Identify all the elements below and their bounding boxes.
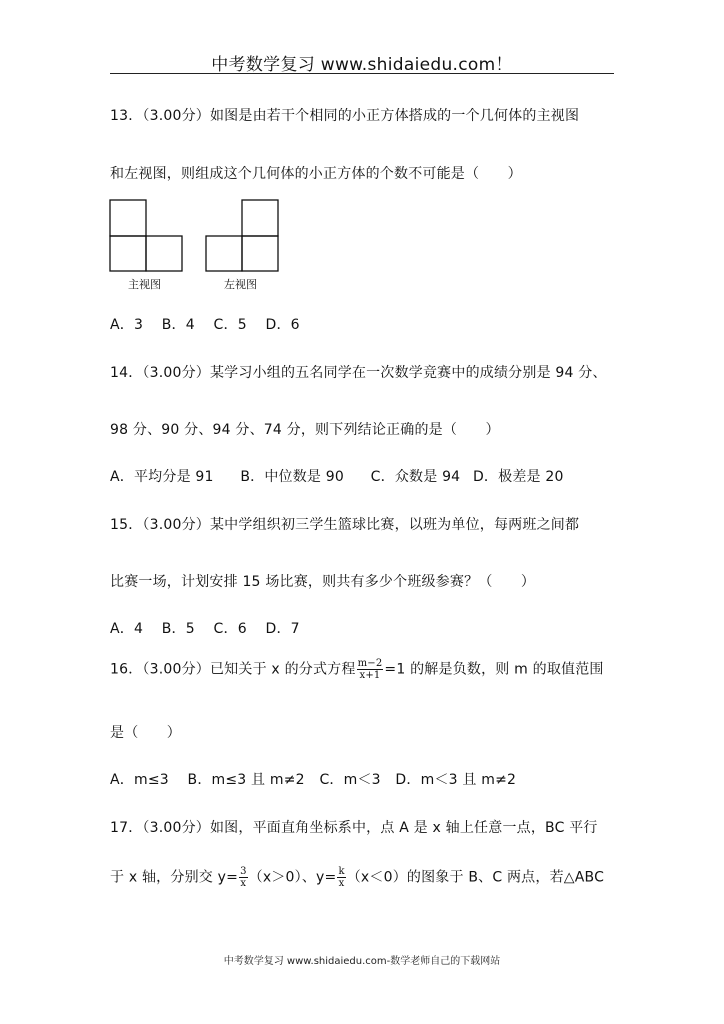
q13-options [110,314,300,334]
q15-option-b: B．5 [161,621,195,637]
q14-line-1: 14．（3.00分）某学习小组的五名同学在一次数学竞赛中的成绩分别是 94 分、 [110,365,607,381]
q16-line-1-text-end: =1 的解是负数，则 m 的取值范围 [384,661,604,678]
q15-line-1: 15．（3.00分）某中学组织初三学生篮球比赛，以班为单位，每两班之间都 [110,517,580,533]
front-view-square-top [110,200,146,236]
q14-option-b: B．中位数是 90 [240,469,344,485]
q16-fraction-denominator: x+1 [357,669,384,681]
left-view-square-bottom-right [242,236,278,271]
q15-option-c: C．6 [213,621,247,637]
q16-option-b: B．m≤3 且 m≠2 [187,772,305,788]
q13-option-b: B．4 [161,317,195,333]
q16-line-2: 是（ ） [110,725,181,741]
q17-line-1: 17．（3.00分）如图，平面直角坐标系中，点 A 是 x 轴上任意一点，BC 平行 [110,820,598,836]
front-view-square-bottom-right [146,236,182,271]
q16-option-d: D．m＜3 且 m≠2 [395,772,517,788]
left-view-square-top [242,200,278,236]
q17-fraction-1-denominator: x [240,878,247,889]
page-footer: 中考数学复习 www.shidaiedu.com-数学老师自己的下载网站 [223,956,501,967]
q15-option-d: D．7 [265,621,300,637]
q13-left-view-label: 左视图 [224,278,257,291]
q15-options [110,618,300,638]
q17-line-2-text-c: （x＜0）的图象于 B、C 两点，若△ABC [346,869,605,886]
q13-line-2: 和左视图，则组成这个几何体的小正方体的个数不可能是（ ） [110,166,522,182]
q15-line-2: 比赛一场，计划安排 15 场比赛，则共有多少个班级参赛？（ ） [110,574,536,590]
q13-line-1: 13．（3.00分）如图是由若干个相同的小正方体搭成的一个几何体的主视图 [110,108,580,124]
q13-front-view-label: 主视图 [128,278,161,291]
q14-options [110,466,564,486]
q16-fraction-numerator: m−2 [357,658,383,669]
q17-fraction-2 [337,866,345,889]
q14-option-a: A．平均分是 91 [110,469,214,485]
q17-line-2 [110,866,604,889]
header-divider [110,73,614,74]
q14-option-c: C．众数是 94 [370,469,461,485]
q14-option-d: D．极差是 20 [472,469,564,485]
q17-fraction-1-numerator: 3 [240,866,247,877]
q13-option-d: D．6 [265,317,300,333]
q17-line-2-text-a: 于 x 轴，分别交 y= [110,869,239,886]
q16-option-c: C．m＜3 [319,772,381,788]
q16-option-a: A．m≤3 [110,772,169,788]
q16-line-1-text: 16．（3.00分）已知关于 x 的分式方程 [110,661,356,678]
q13-left-view-figure [205,199,281,273]
q13-option-c: C．5 [213,317,247,333]
q16-options [110,769,516,789]
q17-fraction-2-numerator: k [338,866,345,877]
q16-fraction [357,658,384,681]
q17-fraction-1 [239,866,248,889]
q17-line-2-text-b: （x＞0）、y= [248,869,337,886]
q14-line-2: 98 分、90 分、94 分、74 分，则下列结论正确的是（ ） [110,422,500,438]
q17-fraction-2-denominator: x [338,878,345,889]
q15-option-a: A．4 [110,621,144,637]
q13-option-a: A．3 [110,317,144,333]
left-view-square-bottom-left [206,236,242,271]
page-header-title: 中考数学复习 www.shidaiedu.com！ [211,55,513,75]
front-view-square-bottom-left [110,236,146,271]
q13-front-view-figure [109,199,185,273]
q16-line-1 [110,658,604,681]
